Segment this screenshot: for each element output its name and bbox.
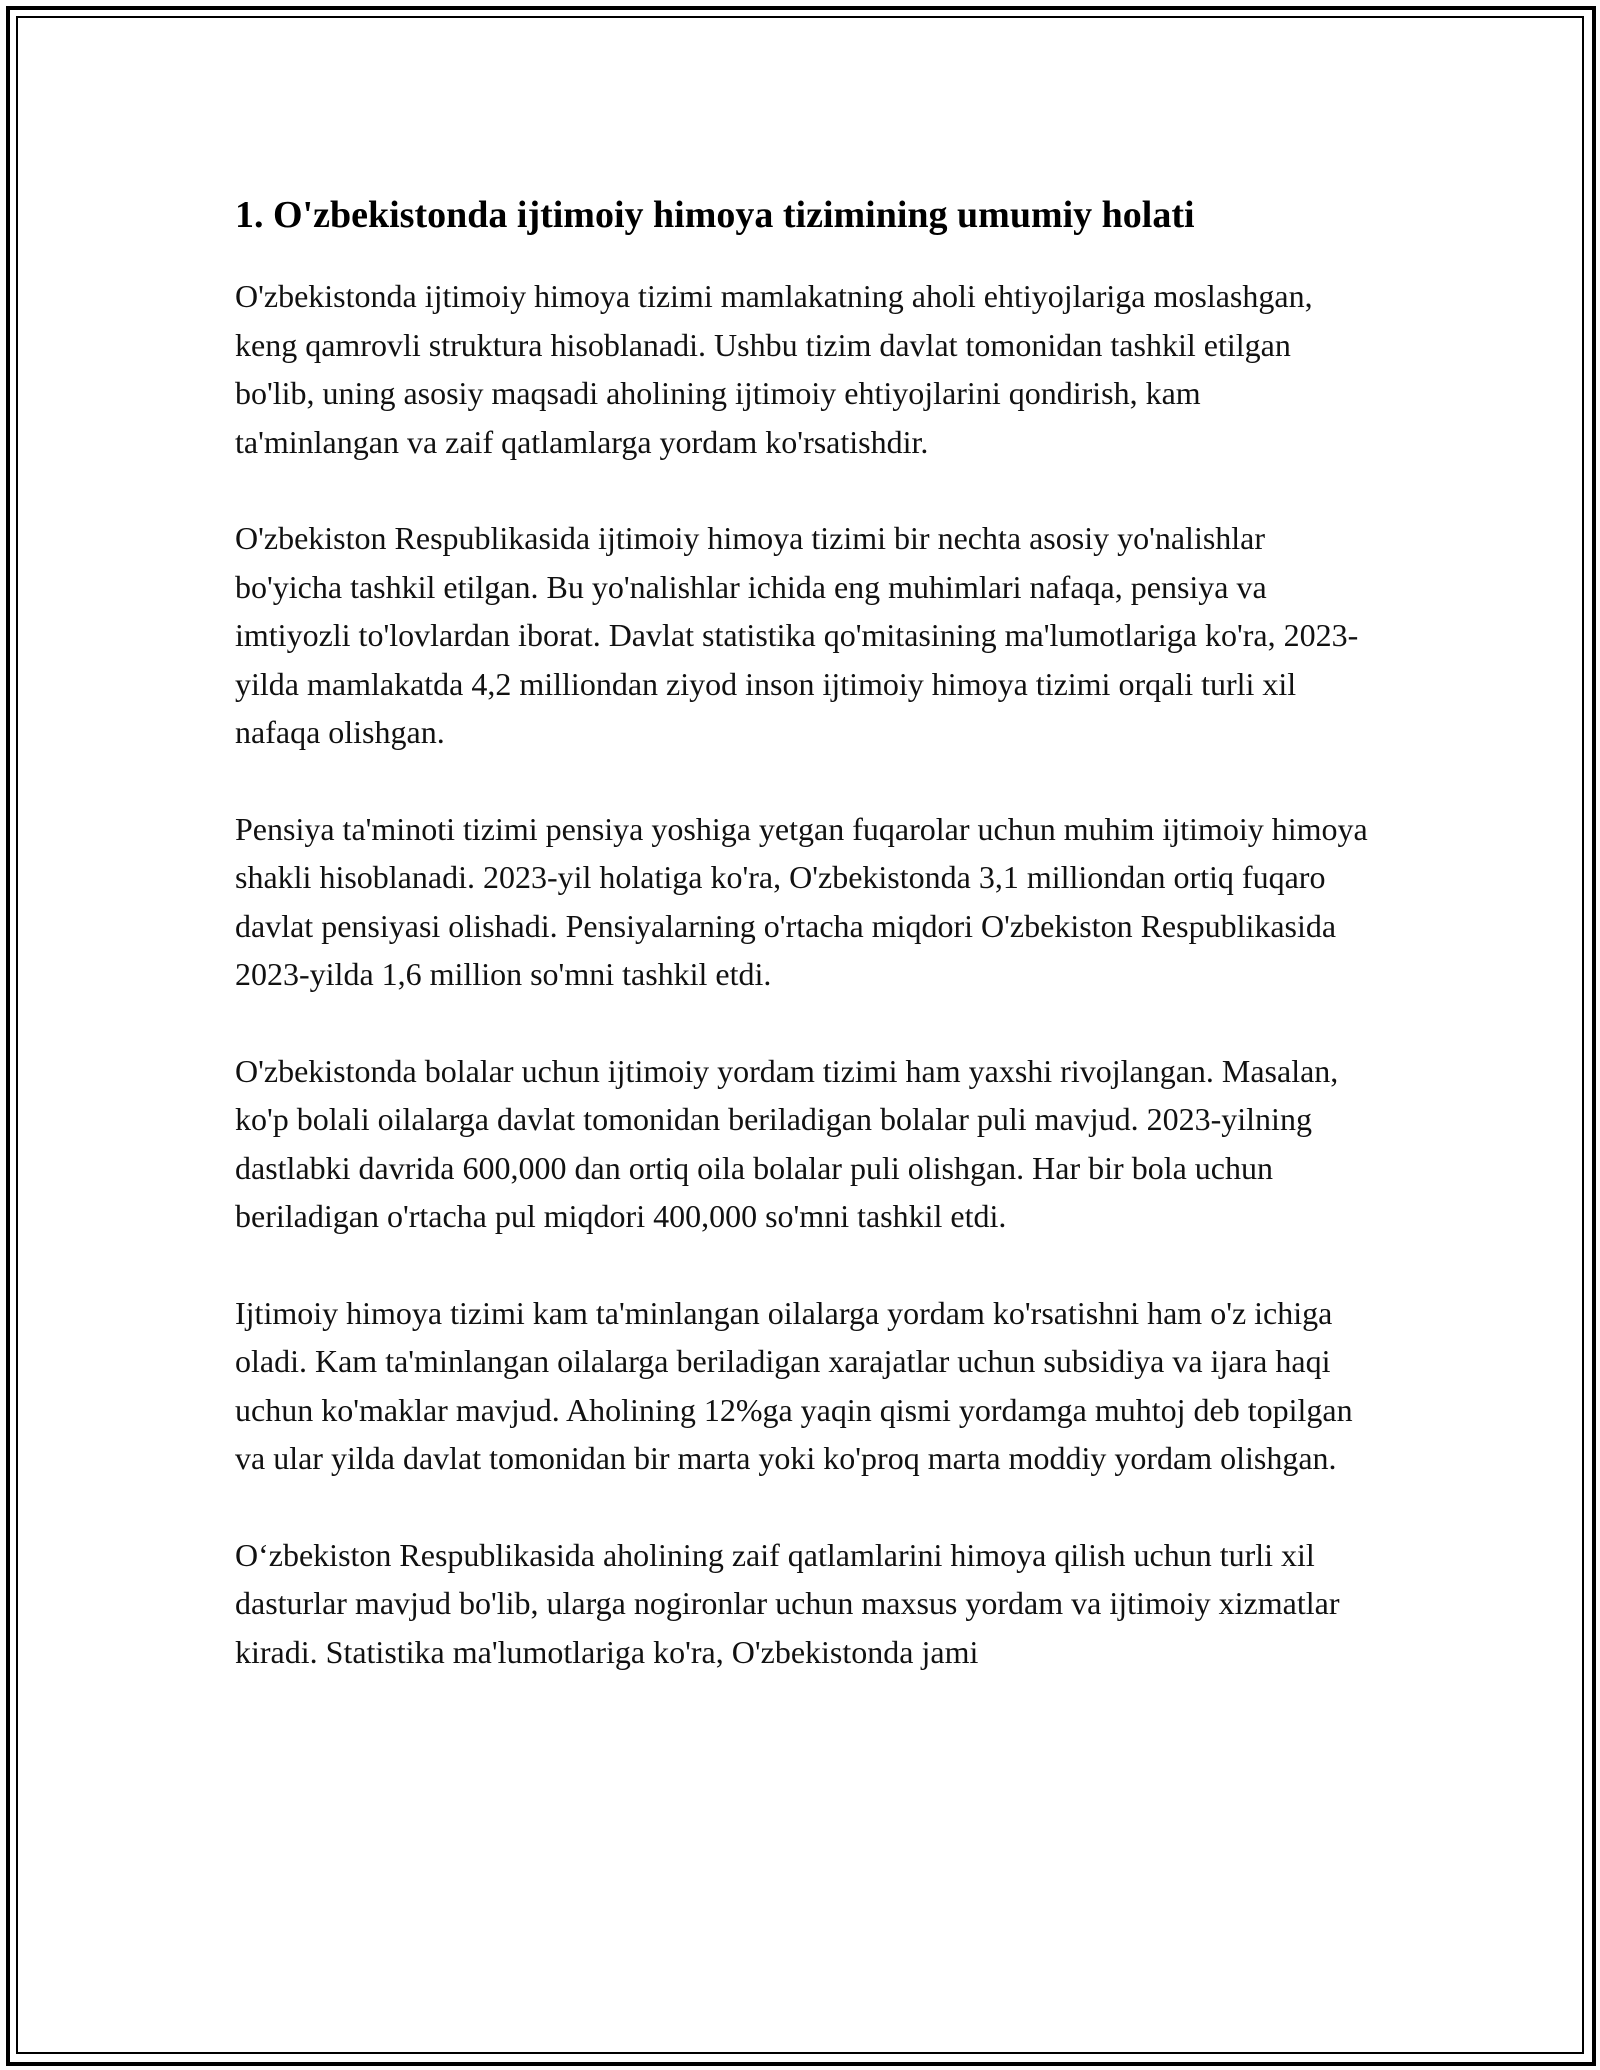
paragraph-6: O‘zbekiston Respublikasida aholining zaif qatlamlarini himoya qilish uchun turli xil dasturlar mavjud bo'lib, ularga nogironlar uchun maxsus yordam va ijtimoiy xizmatlar kiradi. Statistika ma'lumotlariga ko'ra, O'zbekistonda jami xyxy=(235,1536,1340,1670)
paragraph-2: O'zbekiston Respublikasida ijtimoiy himoya tizimi bir nechta asosiy yo'nalishlar bo'yicha tashkil etilgan. Bu yo'nalishlar ichida eng muhimlari nafaqa, pensiya va imtiyozli to'lovlardan iborat. Davlat statistika qo'mitasining ma'lumotlariga ko'ra, 2023-yilda mamlakatda 4,2 milliondan ziyod inson ijtimoiy himoya tizimi orqali turli xil nafaqa olishgan. xyxy=(235,520,1359,750)
paragraph-4: O'zbekistonda bolalar uchun ijtimoiy yordam tizimi ham yaxshi rivojlangan. Masalan, ko'p bolali oilalarga davlat tomonidan beriladigan bolalar puli mavjud. 2023-yilning dastlabki davrida 600,000 dan ortiq oila bolalar puli olishgan. Har bir bola uchun beriladigan o'rtacha pul miqdori 400,000 so'mni tashkil etdi. xyxy=(235,1052,1339,1234)
section-heading: 1. O'zbekistonda ijtimoiy himoya tizimining umumiy holati xyxy=(235,194,1195,236)
document-body xyxy=(235,188,1370,1724)
paragraph-3: Pensiya ta'minoti tizimi pensiya yoshiga yetgan fuqarolar uchun muhim ijtimoiy himoya shakli hisoblanadi. 2023-yil holatiga ko'ra, O'zbekistonda 3,1 milliondan ortiq fuqaro davlat pensiyasi olishadi. Pensiyalarning o'rtacha miqdori O'zbekiston Respublikasida 2023-yilda 1,6 million so'mni tashkil etdi. xyxy=(235,810,1368,992)
paragraph-5: Ijtimoiy himoya tizimi kam ta'minlangan oilalarga yordam ko'rsatishni ham o'z ichiga oladi. Kam ta'minlangan oilalarga beriladigan xarajatlar uchun subsidiya va ijara haqi uchun ko'maklar mavjud. Aholining 12%ga yaqin qismi yordamga muhtoj deb topilgan va ular yilda davlat tomonidan bir marta yoki ko'proq marta moddiy yordam olishgan. xyxy=(235,1294,1353,1476)
paragraph-1: O'zbekistonda ijtimoiy himoya tizimi mamlakatning aholi ehtiyojlariga moslashgan, keng qamrovli struktura hisoblanadi. Ushbu tizim davlat tomonidan tashkil etilgan bo'lib, uning asosiy maqsadi aholining ijtimoiy ehtiyojlarini qondirish, kam ta'minlangan va zaif qatlamlarga yordam ko'rsatishdir. xyxy=(235,278,1313,460)
